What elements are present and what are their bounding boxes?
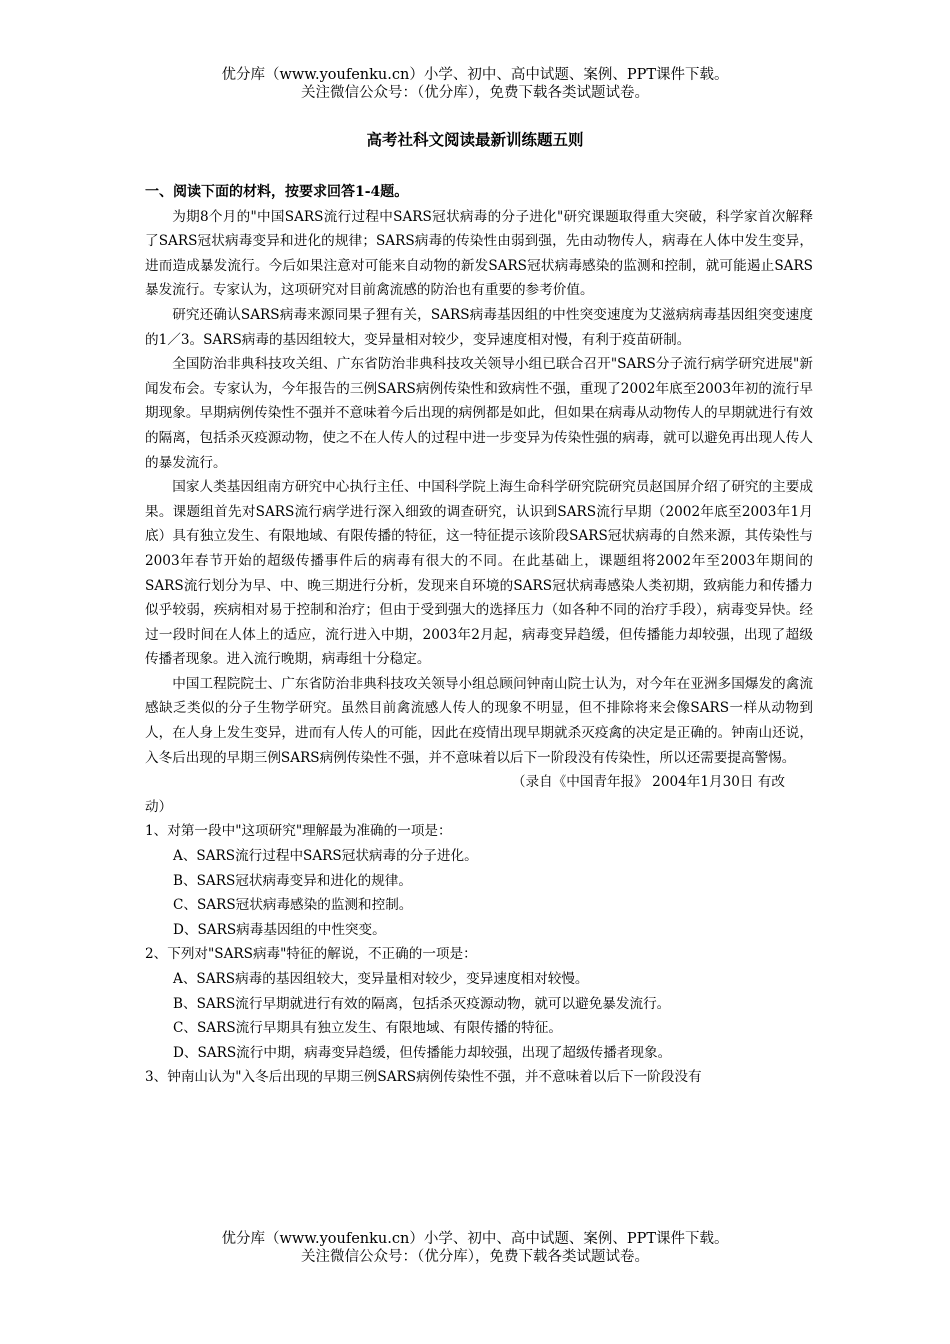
page-header	[0, 66, 950, 102]
question-2-option-c: C、SARS流行早期具有独立发生、有限地域、有限传播的特征。	[173, 1020, 562, 1037]
footer-line-2: 关注微信公众号：（优分库），免费下载各类试题试卷。	[301, 1249, 649, 1265]
question-2-option-a: A、SARS病毒的基因组较大，变异量相对较少，变异速度相对较慢。	[173, 971, 589, 987]
header-line-1: 优分库（www.youfenku.cn）小学、初中、高中试题、案例、PPT课件下载。	[221, 67, 729, 83]
source-citation-continued: 动）	[145, 798, 173, 815]
footer-line-1: 优分库（www.youfenku.cn）小学、初中、高中试题、案例、PPT课件下载。	[221, 1231, 729, 1247]
paragraph-2: 研究还确认SARS病毒来源同果子狸有关，SARS病毒基因组的中性突变速度为艾滋病病毒基因组突变速度的1／3。SARS病毒的基因组较大，变异量相对较少，变异速度相对慢，有利于疫苗研制。	[145, 306, 813, 348]
page-footer	[0, 1230, 950, 1266]
question-1-option-b: B、SARS冠状病毒变异和进化的规律。	[173, 872, 412, 889]
question-1-option-a: A、SARS流行过程中SARS冠状病毒的分子进化。	[173, 848, 478, 865]
document-body	[145, 180, 813, 1090]
section-heading: 一、阅读下面的材料，按要求回答1-4题。	[145, 184, 409, 200]
question-1-option-c: C、SARS冠状病毒感染的监测和控制。	[173, 897, 413, 914]
paragraph-5: 中国工程院院士、广东省防治非典科技攻关领导小组总顾问钟南山院士认为，对今年在亚洲多国爆发的禽流感缺乏类似的分子生物学研究。虽然目前禽流感人传人的现象不明显，但不排除将来会像SARS一样从动物到人，在人身上发生变异，进而有人传人的可能，因此在疫情出现早期就杀灭疫禽的决定是正确的。钟南山还说，入冬后出现的早期三例SARS病例传染性不强，并不意味着以后下一阶段没有传染性，所以还需要提高警惕。	[145, 675, 813, 766]
question-2-option-d: D、SARS流行中期，病毒变异趋缓，但传播能力却较强，出现了超级传播者现象。	[173, 1044, 672, 1061]
source-citation: （录自《中国青年报》 2004年1月30日 有改	[511, 774, 785, 791]
question-1-option-d: D、SARS病毒基因组的中性突变。	[173, 921, 386, 938]
paragraph-4: 国家人类基因组南方研究中心执行主任、中国科学院上海生命科学研究院研究员赵国屏介绍了研究的主要成果。课题组首先对SARS流行病学进行深入细致的调查研究，认识到SARS流行早期（2002年底至2003年1月底）具有独立发生、有限地域、有限传播的特征，这一特征提示该阶段SARS冠状病毒的自然来源，其传染性与2003年春节开始的超级传播事件后的病毒有很大的不同。在此基础上，课题组将2002年至2003年期间的SARS流行划分为早、中、晚三期进行分析，发现来自环境的SARS冠状病毒感染人类初期，致病能力和传播力似乎较弱，疾病相对易于控制和治疗；但由于受到强大的选择压力（如各种不同的治疗手段），病毒变异快。经过一段时间在人体上的适应，流行进入中期，2003年2月起，病毒变异趋缓，但传播能力却较强，出现了超级传播者现象。进入流行晚期，病毒组十分稳定。	[145, 479, 813, 668]
question-1-stem: 1、对第一段中"这项研究"理解最为准确的一项是：	[145, 823, 452, 840]
question-3-stem: 3、钟南山认为"入冬后出现的早期三例SARS病例传染性不强，并不意味着以后下一阶段没有	[145, 1069, 702, 1086]
header-line-2: 关注微信公众号：（优分库），免费下载各类试题试卷。	[301, 85, 649, 101]
question-2-stem: 2、下列对"SARS病毒"特征的解说，不正确的一项是：	[145, 946, 477, 963]
paragraph-1: 为期8个月的"中国SARS流行过程中SARS冠状病毒的分子进化"研究课题取得重大突破，科学家首次解释了SARS冠状病毒变异和进化的规律；SARS病毒的传染性由弱到强，先由动物传人，病毒在人体中发生变异，进而造成暴发流行。今后如果注意对可能来自动物的新发SARS冠状病毒感染的监测和控制，就可能遏止SARS暴发流行。专家认为，这项研究对目前禽流感的防治也有重要的参考价值。	[145, 208, 813, 299]
document-title: 高考社科文阅读最新训练题五则	[366, 130, 584, 149]
question-2-option-b: B、SARS流行早期就进行有效的隔离，包括杀灭疫源动物，就可以避免暴发流行。	[173, 995, 671, 1012]
paragraph-3: 全国防治非典科技攻关组、广东省防治非典科技攻关领导小组已联合召开"SARS分子流行病学研究进展"新闻发布会。专家认为，今年报告的三例SARS病例传染性和致病性不强，重现了2002年底至2003年初的流行早期现象。早期病例传染性不强并不意味着今后出现的病例都是如此，但如果在病毒从动物传人的早期就进行有效的隔离，包括杀灭疫源动物，使之不在人传人的过程中进一步变异为传染性强的病毒，就可以避免再出现人传人的暴发流行。	[145, 356, 813, 471]
